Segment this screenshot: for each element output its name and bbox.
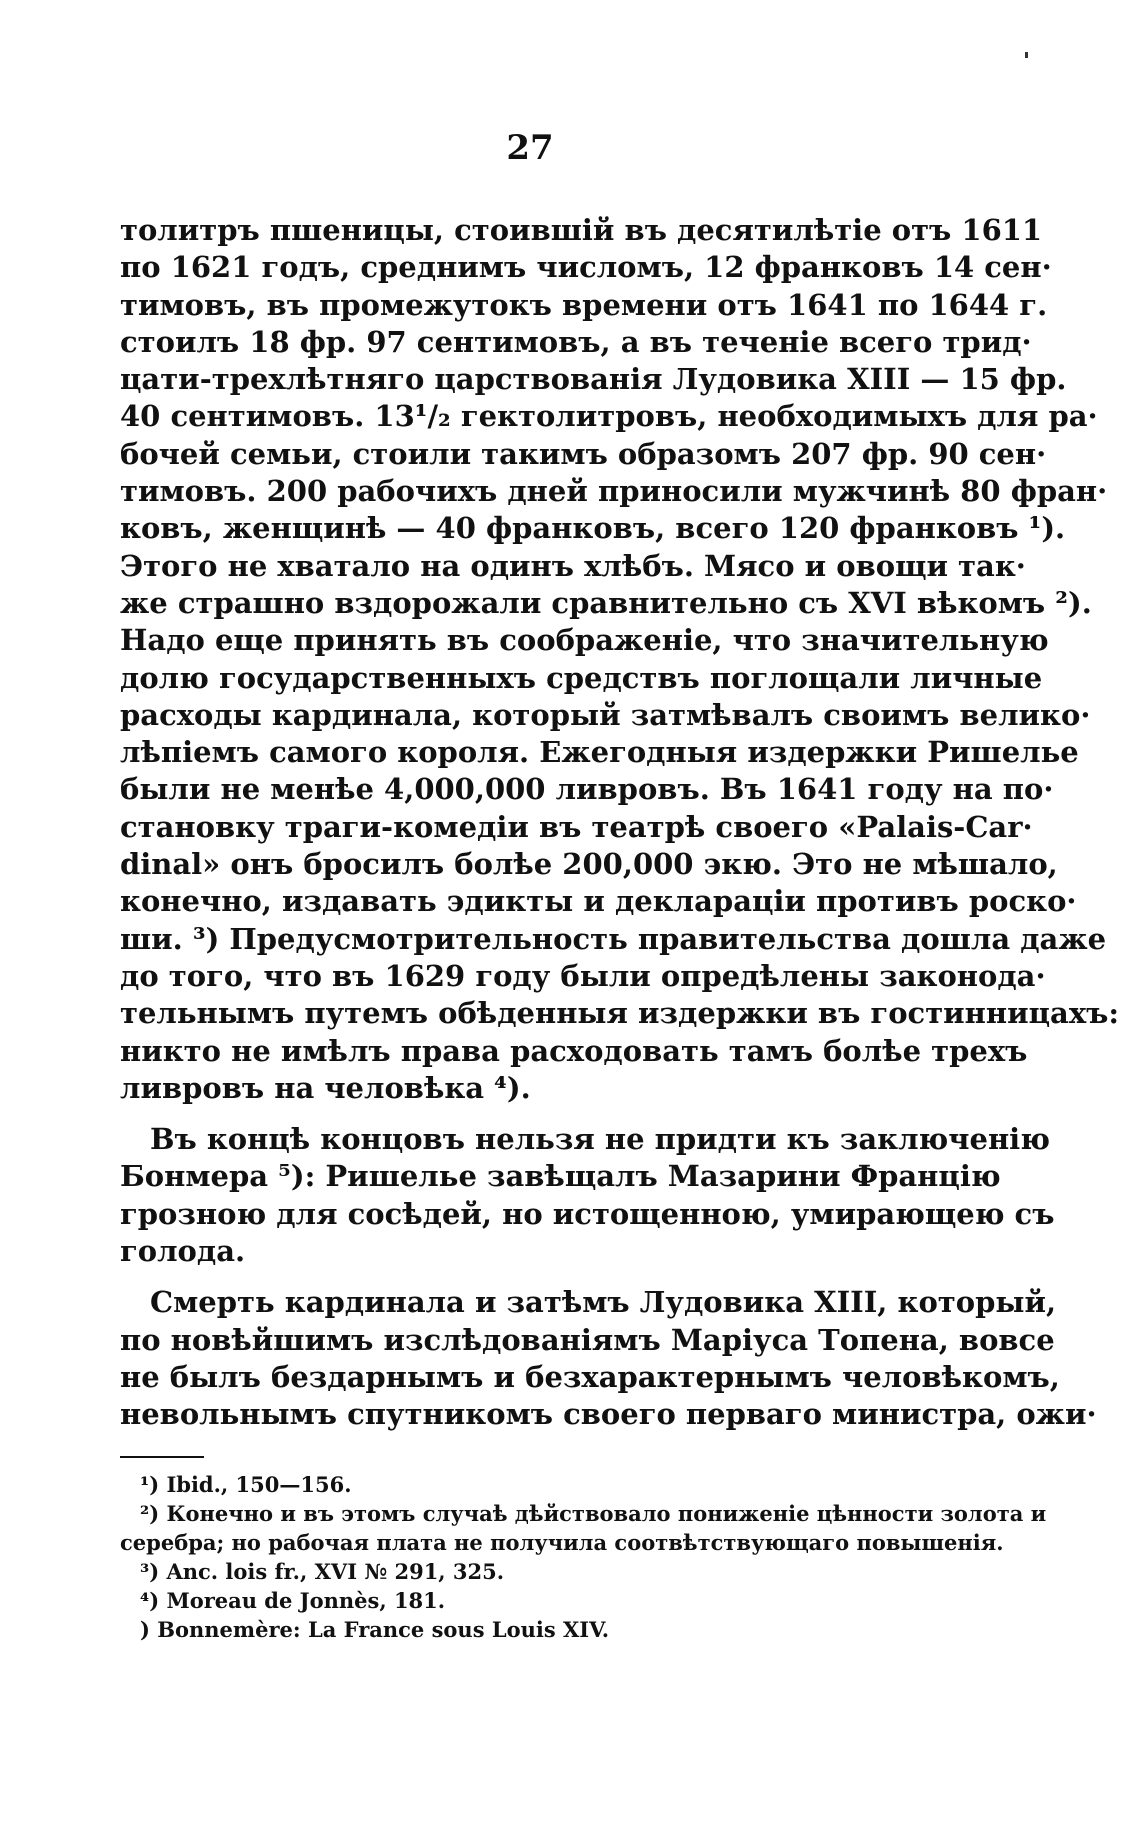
text-line: бочей семьи, стоили такимъ образомъ 207 фр. 90 сен· bbox=[120, 436, 1047, 471]
text-line: по 1621 годъ, среднимъ числомъ, 12 франковъ 14 сен· bbox=[120, 250, 1052, 285]
text-line: толитръ пшеницы, стоившій въ десятилѣтіе отъ 1611 bbox=[120, 213, 1043, 247]
text-line: dinal» онъ бросилъ болѣе 200,000 экю. Это не мѣшало, bbox=[120, 847, 1058, 882]
text-line: Надо еще принять въ соображеніе, что значительную bbox=[120, 623, 1049, 658]
print-speck bbox=[1025, 52, 1028, 58]
text-line: не былъ бездарнымъ и безхарактернымъ человѣкомъ, bbox=[120, 1359, 1060, 1394]
main-text bbox=[120, 212, 1120, 1434]
text-line: ши. ³) Предусмотрительность правительства дошла даже bbox=[120, 921, 1107, 956]
text-line: конечно, издавать эдикты и деклараціи противъ роско· bbox=[120, 884, 1077, 919]
text-line: Смерть кардинала и затѣмъ Лудовика XIII, который, bbox=[150, 1285, 1057, 1320]
text-line: голода. bbox=[120, 1234, 246, 1269]
footnotes bbox=[120, 1470, 1047, 1644]
text-line: ковъ, женщинѣ — 40 франковъ, всего 120 франковъ ¹). bbox=[120, 511, 1066, 546]
footnote-line: ) Bonnemère: La France sous Louis XIV. bbox=[140, 1617, 610, 1642]
text-line: Этого не хватало на одинъ хлѣбъ. Мясо и овощи так· bbox=[120, 548, 1026, 583]
footnote-line: серебра; но рабочая плата не получила соотвѣтствующаго повышенія. bbox=[120, 1530, 1004, 1555]
paragraph-gap bbox=[120, 1107, 948, 1121]
text-line: же страшно вздорожали сравнительно съ XVI вѣкомъ ²). bbox=[120, 585, 1092, 620]
text-line: Бонмера ⁵): Ришелье завѣщалъ Мазарини Францію bbox=[120, 1159, 1001, 1194]
text-line: 40 сентимовъ. 13¹/₂ гектолитровъ, необходимыхъ для ра· bbox=[120, 399, 1098, 434]
text-line: тельнымъ путемъ обѣденныя издержки въ гостинницахъ: bbox=[120, 996, 1120, 1031]
footnote-line: ²) Конечно и въ этомъ случаѣ дѣйствовало пониженіе цѣнности золота и bbox=[140, 1501, 1047, 1526]
text-line: ливровъ на человѣка ⁴). bbox=[120, 1070, 531, 1105]
text-line: невольнымъ спутникомъ своего перваго министра, ожи· bbox=[120, 1397, 1097, 1432]
text-line: были не менѣе 4,000,000 ливровъ. Въ 1641 году на по· bbox=[120, 772, 1054, 807]
text-line: тимовъ. 200 рабочихъ дней приносили мужчинѣ 80 фран· bbox=[120, 474, 1108, 509]
footnote-line: ³) Anc. lois fr., XVI № 291, 325. bbox=[140, 1559, 505, 1584]
text-line: тимовъ, въ промежутокъ времени отъ 1641 по 1644 г. bbox=[120, 287, 1048, 322]
text-line: расходы кардинала, который затмѣвалъ своимъ велико· bbox=[120, 697, 1091, 732]
footnote-line: ⁴) Moreau de Jonnès, 181. bbox=[140, 1588, 446, 1613]
text-line: Въ концѣ концовъ нельзя не придти къ заключенію bbox=[150, 1122, 1050, 1157]
footnote-line: ¹) Ibid., 150—156. bbox=[140, 1472, 352, 1497]
text-line: становку траги-комедіи въ театрѣ своего «Palais-Car· bbox=[120, 809, 1033, 844]
paragraph-gap bbox=[120, 1270, 948, 1284]
text-line: никто не имѣлъ права расходовать тамъ болѣе трехъ bbox=[120, 1033, 1028, 1068]
text-line: лѣпіемъ самого короля. Ежегодныя издержки Ришелье bbox=[120, 735, 1079, 770]
text-line: стоилъ 18 фр. 97 сентимовъ, а въ теченіе всего трид· bbox=[120, 324, 1032, 359]
text-line: цати-трехлѣтняго царствованія Лудовика XIII — 15 фр. bbox=[120, 362, 1067, 397]
text-line: грозною для сосѣдей, но истощенною, умирающею съ bbox=[120, 1196, 1055, 1231]
page-number: 27 bbox=[506, 128, 554, 168]
footnote-divider bbox=[120, 1456, 204, 1458]
text-line: по новѣйшимъ изслѣдованіямъ Маріуса Топена, вовсе bbox=[120, 1322, 1055, 1357]
text-line: долю государственныхъ средствъ поглощали личные bbox=[120, 660, 1043, 695]
text-line: до того, что въ 1629 году были опредѣлены законода· bbox=[120, 958, 1046, 993]
